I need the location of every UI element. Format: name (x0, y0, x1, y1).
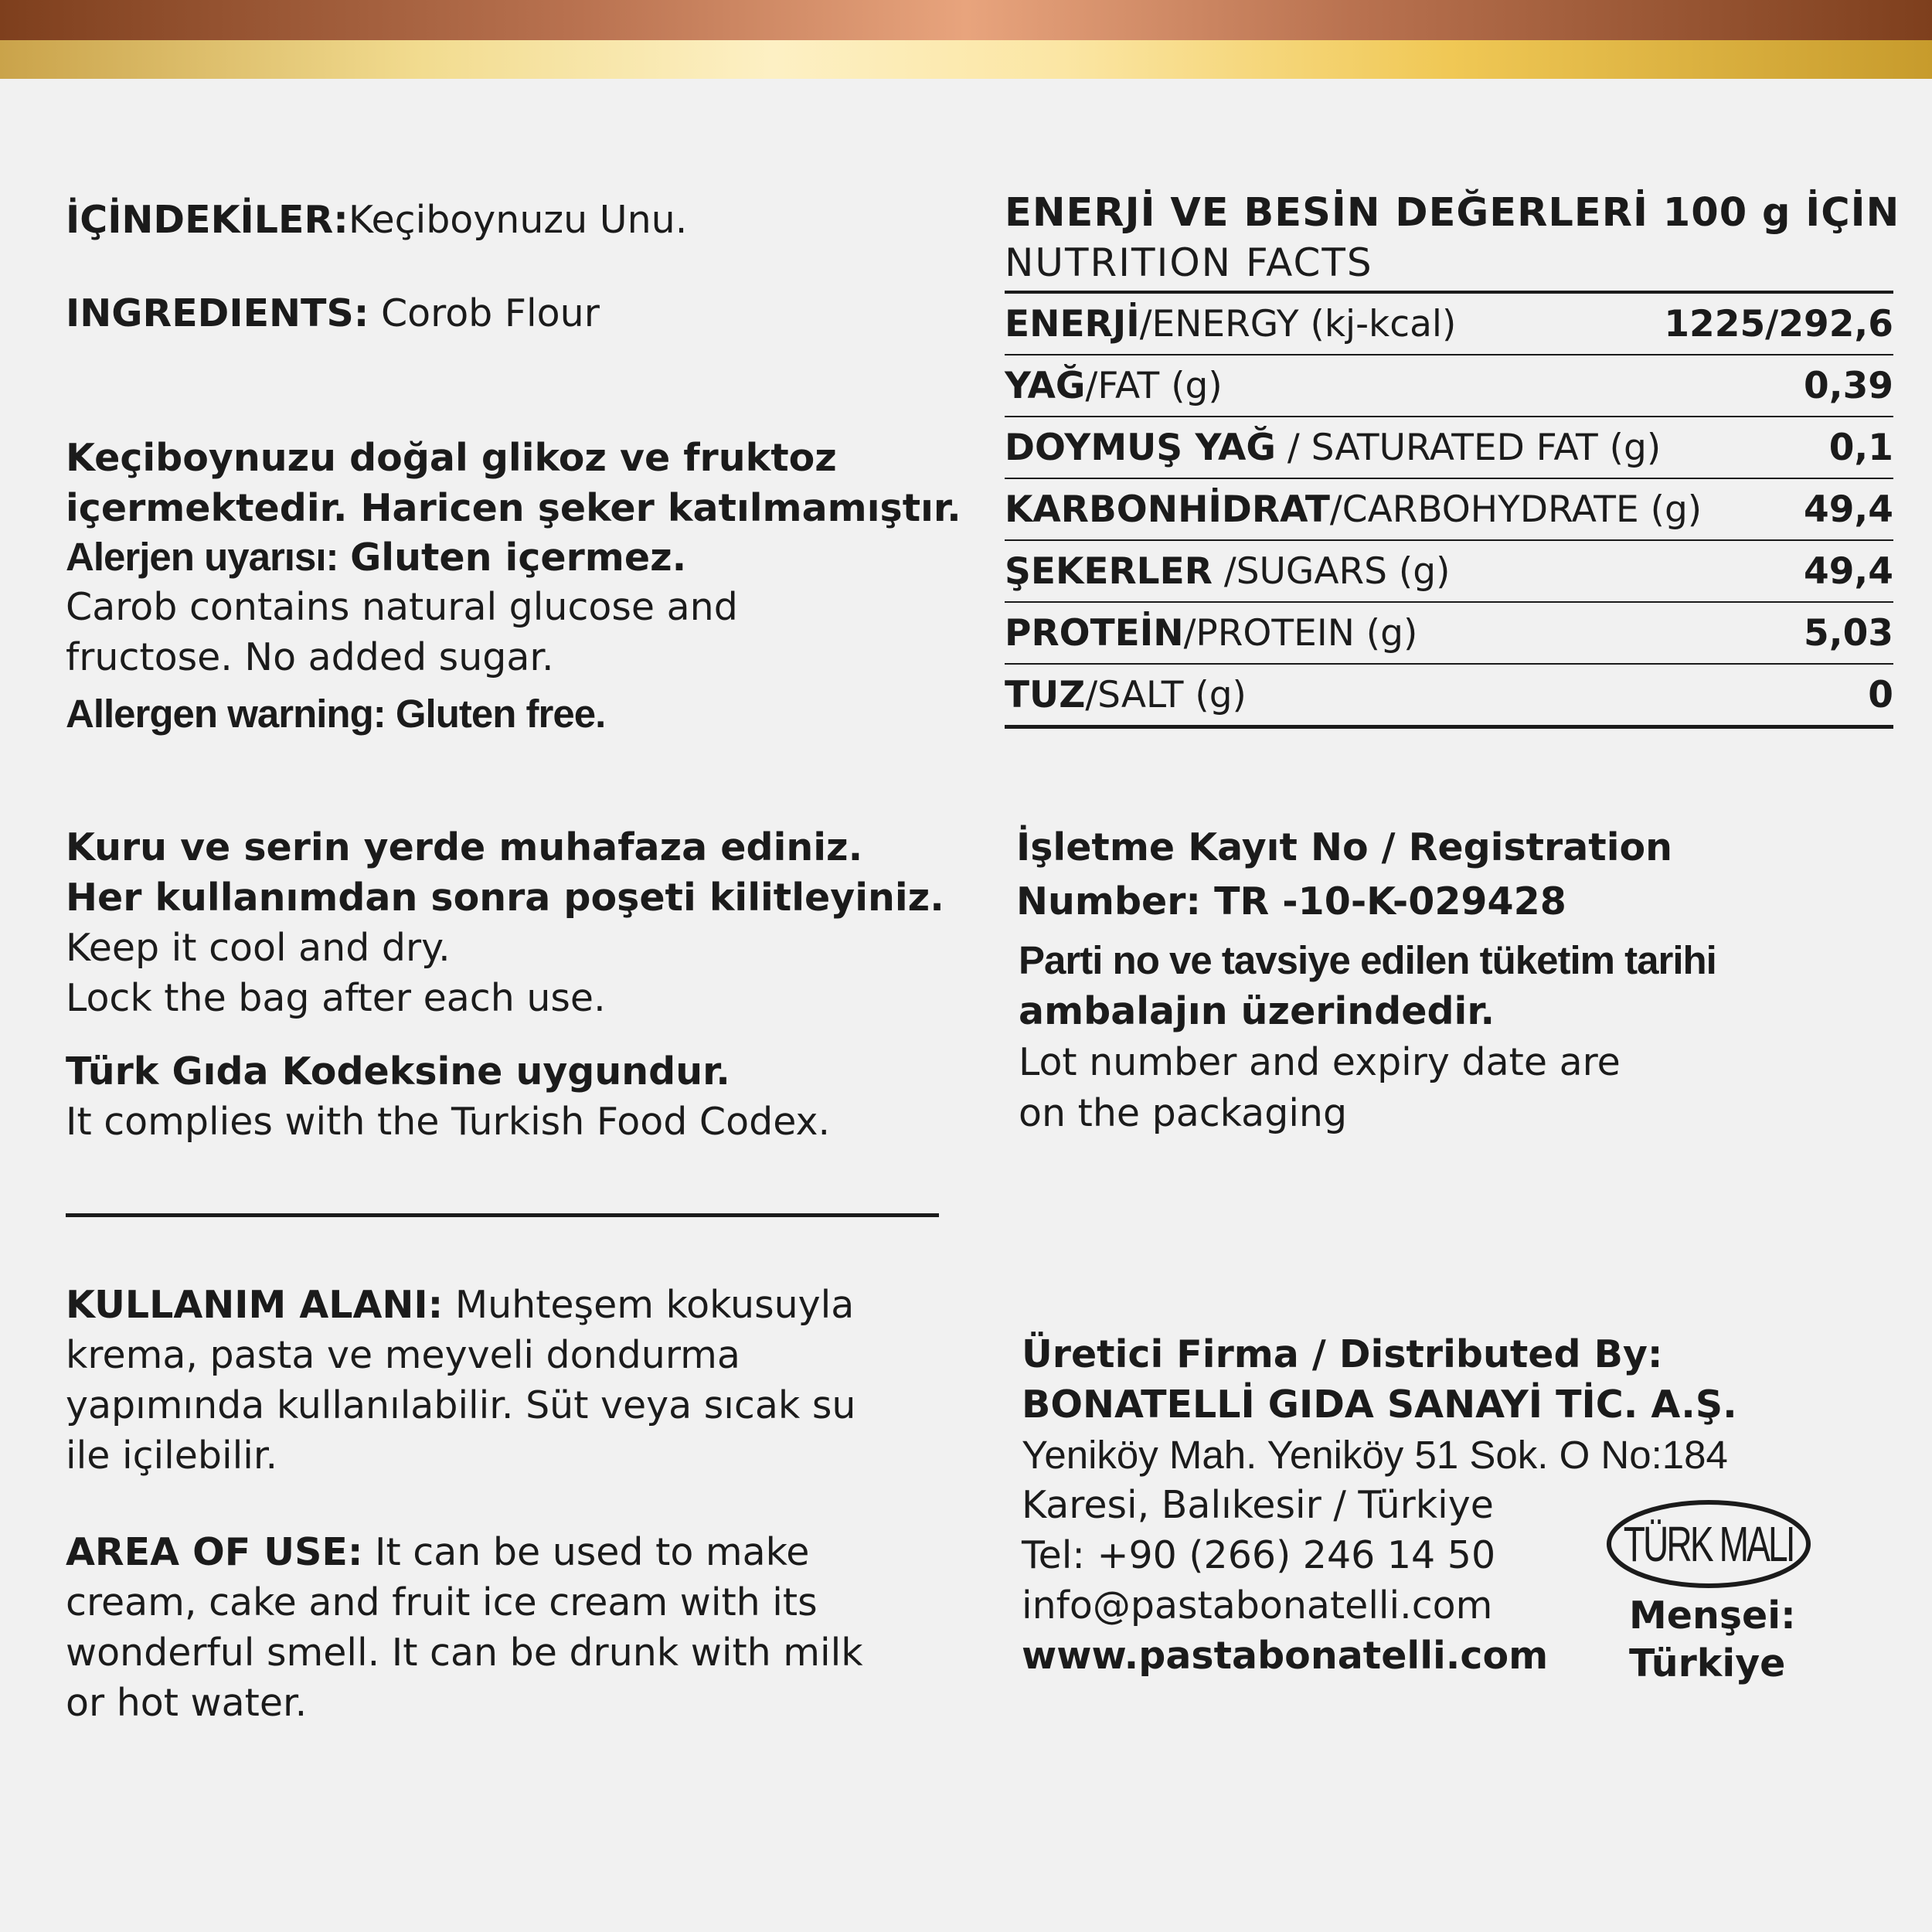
stamp-text: TÜRK MALI (1624, 1516, 1794, 1572)
nutrition-label: ŞEKERLER /SUGARS (g) (1005, 549, 1451, 593)
registration-number: TR -10-K-029428 (1214, 879, 1566, 923)
distributor-web: www.pastabonatelli.com (1022, 1634, 1549, 1678)
composition-tr-line2: içermektedir. Haricen şeker katılmamıştır. (66, 486, 961, 530)
composition-tr-line1: Keçiboynuzu doğal glikoz ve fruktoz (66, 436, 837, 480)
storage-tr-line1: Kuru ve serin yerde muhafaza ediniz. (66, 825, 863, 869)
origin-block (1629, 1592, 1796, 1688)
nutrition-label: TUZ/SALT (g) (1005, 673, 1247, 716)
top-gold-band (0, 40, 1932, 79)
usage-en-line4: or hot water. (66, 1681, 308, 1725)
composition-en-line2: fructose. No added sugar. (66, 635, 554, 679)
ingredients-tr (66, 195, 687, 245)
usage-tr-line3: yapımında kullanılabilir. Süt veya sıcak su (66, 1383, 856, 1427)
distributor-tel: Tel: +90 (266) 246 14 50 (1022, 1533, 1496, 1577)
distributor-company: BONATELLİ GIDA SANAYİ TİC. A.Ş. (1022, 1383, 1737, 1427)
storage-en-line2: Lock the bag after each use. (66, 976, 606, 1020)
usage-en-line1 (66, 1527, 863, 1577)
allergen-tr (66, 533, 961, 582)
nutrition-row-salt (1005, 665, 1893, 729)
ingredients-tr-value: Keçiboynuzu Unu. (348, 198, 688, 242)
usage-en-label: AREA OF USE: (66, 1530, 363, 1574)
nutrition-value: 0,1 (1828, 426, 1893, 469)
lot-en-line1: Lot number and expiry date are (1019, 1040, 1621, 1084)
nutrition-row-saturated-fat (1005, 417, 1893, 479)
composition-en-line1: Carob contains natural glucose and (66, 585, 738, 629)
lot-en-line2: on the packaging (1019, 1091, 1348, 1135)
nutrition-label: ENERJİ/ENERGY (kj-kcal) (1005, 302, 1457, 345)
nutrition-value: 49,4 (1804, 488, 1893, 531)
lot-block (1019, 935, 1716, 1139)
usage-block (66, 1280, 863, 1728)
usage-en-line2: cream, cake and fruit ice cream with its (66, 1580, 818, 1624)
usage-tr-label: KULLANIM ALANI: (66, 1283, 444, 1327)
nutrition-label: PROTEİN/PROTEIN (g) (1005, 611, 1418, 655)
turk-mali-stamp (1606, 1499, 1811, 1589)
storage-block (66, 822, 944, 1147)
distributor-heading: Üretici Firma / Distributed By: (1022, 1332, 1663, 1376)
nutrition-value: 0 (1868, 673, 1893, 716)
ingredients-en-label: INGREDIENTS: (66, 291, 369, 335)
nutrition-title: ENERJİ VE BESİN DEĞERLERİ 100 g İÇİN (1005, 190, 1900, 236)
usage-tr-line4: ile içilebilir. (66, 1434, 278, 1478)
nutrition-subtitle: NUTRITION FACTS (1005, 238, 1893, 294)
allergen-tr-value: Gluten içermez. (350, 536, 687, 580)
nutrition-value: 0,39 (1804, 364, 1893, 407)
allergen-tr-label: Alerjen uyarısı: (66, 535, 338, 579)
nutrition-row-sugars (1005, 541, 1893, 603)
lot-tr-line2: ambalajın üzerindedir. (1019, 989, 1495, 1033)
registration-line1: İşletme Kayıt No / Registration (1016, 825, 1673, 869)
nutrition-row-fat (1005, 355, 1893, 417)
nutrition-label: KARBONHİDRAT/CARBOHYDRATE (g) (1005, 488, 1702, 531)
nutrition-table (1005, 189, 1900, 729)
nutrition-row-carbohydrate (1005, 479, 1893, 541)
usage-tr-text1: Muhteşem kokusuyla (454, 1283, 855, 1327)
top-brown-band (0, 0, 1932, 40)
nutrition-label: DOYMUŞ YAĞ / SATURATED FAT (g) (1005, 426, 1662, 469)
ingredients-block (66, 195, 687, 338)
registration-block (1016, 821, 1672, 929)
usage-tr-line1 (66, 1280, 863, 1330)
usage-en-text1: It can be used to make (375, 1530, 810, 1574)
codex-en: It complies with the Turkish Food Codex. (66, 1100, 831, 1144)
distributor-address1: Yeniköy Mah. Yeniköy 51 Sok. O No:184 (1022, 1433, 1728, 1477)
lot-tr-line1: Parti no ve tavsiye edilen tüketim tarihi (1019, 938, 1716, 982)
storage-tr-line2: Her kullanımdan sonra poşeti kilitleyiniz. (66, 876, 944, 920)
section-divider (66, 1213, 939, 1217)
nutrition-row-protein (1005, 603, 1893, 665)
nutrition-value: 49,4 (1804, 549, 1893, 593)
codex-tr: Türk Gıda Kodeksine uygundur. (66, 1049, 730, 1094)
allergen-en: Allergen warning: Gluten free. (66, 692, 606, 736)
nutrition-label: YAĞ/FAT (g) (1005, 364, 1223, 407)
nutrition-value: 1225/292,6 (1664, 302, 1893, 345)
registration-number-label: Number: (1016, 879, 1202, 923)
usage-tr-line2: krema, pasta ve meyveli dondurma (66, 1333, 740, 1377)
composition-block (66, 433, 961, 739)
nutrition-value: 5,03 (1804, 611, 1893, 655)
ingredients-en (66, 288, 687, 338)
distributor-email: info@pastabonatelli.com (1022, 1583, 1493, 1628)
origin-country: Türkiye (1629, 1641, 1786, 1685)
origin-label: Menşei: (1629, 1594, 1796, 1638)
registration-line2 (1016, 875, 1672, 929)
storage-en-line1: Keep it cool and dry. (66, 926, 451, 970)
nutrition-row-energy (1005, 294, 1893, 355)
usage-en-line3: wonderful smell. It can be drunk with milk (66, 1631, 863, 1675)
ingredients-tr-label: İÇİNDEKİLER: (66, 198, 349, 242)
ingredients-en-value: Corob Flour (380, 291, 600, 335)
distributor-address2: Karesi, Balıkesir / Türkiye (1022, 1483, 1494, 1527)
